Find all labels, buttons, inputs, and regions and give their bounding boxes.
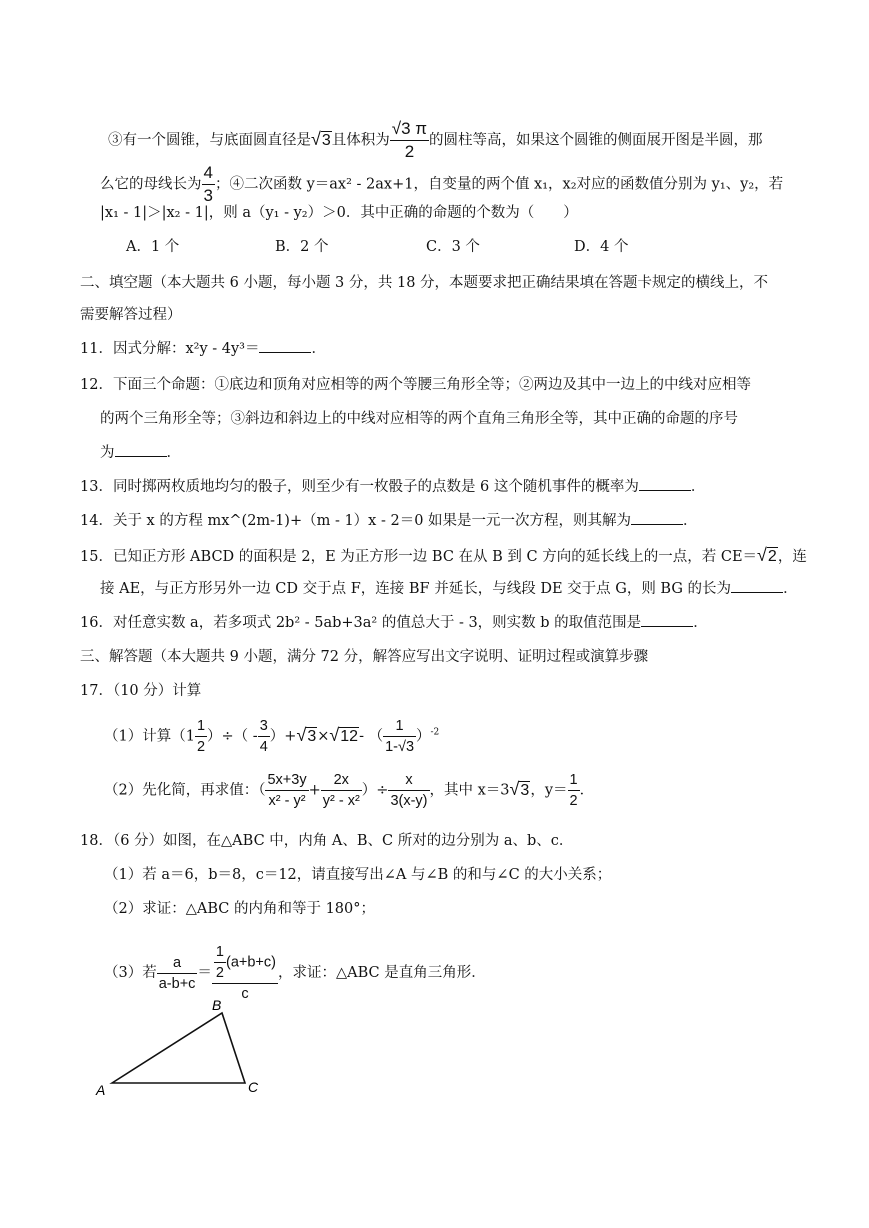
q17-p1-text-e: - （ [359,728,384,745]
q10-line-3: |x₁ - 1|＞|x₂ - 1|，则 a（y₁ - y₂）＞0．其中正确的命题的个数为（ ） [100,205,578,221]
q17-p1-text-b: ）÷（ - [207,728,258,745]
sqrt-2: √2 [757,545,777,565]
section3-heading: 三、解答题（本大题共 9 小题，满分 72 分，解答应写出文字说明、证明过程或演算步骤 [80,649,649,665]
slant-fraction: $\frac{4}{3}$ [203,163,213,205]
q17-part2 [104,770,594,811]
frac-a: $\frac{a}{a-b+c}$ [158,954,196,992]
q17-p1-text: （1）计算（1 [104,728,195,745]
q17-p2-end: ． [579,782,595,799]
q11-text: 11．因式分解：x²y - 4y³＝ [80,341,260,357]
q17-p1-text-c: ）+ [269,728,297,745]
q15-text-c: 接 AE，与正方形另外一边 CD 交于点 F，连接 BF 并延长，与线段 DE 交于点 G，则 BG 的长为 [100,581,732,597]
volume-fraction: $\frac{√3 \pi}{2}$ [391,119,428,161]
q10-text-d: 么它的母线长为 [100,176,202,193]
frac-perimeter: $\frac{1}{2}$ (a+b+c) c [212,942,278,1004]
q18-part3 [104,942,486,1004]
frac-y-half: $\frac{1}{2}$ [569,772,578,809]
q18-part2: （2）求证：△ABC 的内角和等于 180°； [104,901,376,917]
frac-x: $\frac{x}{3(x-y)}$ [390,772,428,809]
q12-answer-blank[interactable] [115,442,167,457]
frac-2x: $\frac{2x}{\text{y² - x²}}$ [322,772,360,809]
frac-three-quarters: $\frac{3}{4}$ [259,718,268,755]
q12-end: ． [166,445,181,461]
vertex-label-c: C [248,1079,259,1095]
q11-answer-blank[interactable] [259,338,311,353]
q12-line-3 [100,442,181,464]
q14-end: ． [683,513,698,529]
q15-end: ． [783,581,798,597]
sqrt-12: √12 [329,724,359,745]
q15-line-2 [100,578,798,600]
q14-text: 14．关于 x 的方程 mx^(2m-1)+（m - 1）x - 2＝0 如果是一元一次方程，则其解为 [80,513,632,529]
q10-text-e: ；④二次函数 y＝ax² - 2ax+1，自变量的两个值 x₁，x₂对应的函数值分别为 y₁、y₂，若 [214,176,784,193]
sqrt-3: √3 [311,128,331,149]
frac-5x3y: $\frac{5x+3y}{\text{x² - y²}}$ [267,772,307,809]
q18-part1: （1）若 a＝6，b＝8，c＝12，请直接写出∠A 与∠B 的和与∠C 的大小关系； [104,867,612,883]
q16-text: 16．对任意实数 a，若多项式 2b² - 5ab+3a² 的值总大于 - 3，则实数 b 的取值范围是 [80,615,642,631]
exponent: -2 [430,727,440,738]
q18-p3-text-b: ，求证：△ABC 是直角三角形． [277,965,486,981]
q18-title: 18．（6 分）如图，在△ABC 中，内角 A、B、C 所对的边分别为 a、b、c． [80,833,574,849]
q13-end: ． [690,479,706,495]
q11-end: ． [311,341,326,357]
q18-p3-text: （3）若 [104,965,157,981]
times-sign: × [317,728,330,745]
q17-p1-close: ） [416,728,431,745]
equals-sign: ＝ [197,965,212,981]
frac-reciprocal: $\frac{1}{1-√3}$ [385,718,415,755]
q15-text-b: ，连 [777,549,807,565]
q11 [80,338,326,360]
q15-text: 15．已知正方形 ABCD 的面积是 2，E 为正方形一边 BC 在从 B 到 C 方向的延长线上的一点，若 CE＝ [80,549,758,565]
plus-sign: + [308,782,321,799]
section2-heading-cont: 需要解答过程） [80,307,182,323]
sqrt-3-b: √3 [296,724,317,745]
q16-end: ． [693,615,708,631]
q17-title: 17．（10 分）计算 [80,683,202,699]
q15-answer-blank[interactable] [731,578,783,593]
q12-line-1: 12．下面三个命题：①底边和顶角对应相等的两个等腰三角形全等；②两边及其中一边上的中线对应相等 [80,377,751,393]
q17-p2-text-b: ）÷ [361,782,389,799]
q10-text: ③有一个圆锥，与底面圆直径是 [108,132,311,149]
q17-p2-text-c: ，其中 x＝3 [429,782,510,799]
q10-line-2 [100,162,783,207]
q10-text-b: 且体积为 [331,132,390,149]
q10-text-c: 的圆柱等高，如果这个圆锥的侧面展开图是半圆，那 [429,132,763,149]
q10-option-b: B．2 个 [275,239,329,255]
sqrt-3-c: √3 [509,778,530,799]
q16-answer-blank[interactable] [641,612,693,627]
q16 [80,612,708,634]
triangle-abc [112,1013,245,1083]
q17-part1 [104,716,439,757]
q10-option-d: D．4 个 [574,239,629,255]
vertex-label-b: B [212,997,222,1013]
q10-line-1 [108,118,763,163]
q15-line-1 [80,544,807,568]
q13 [80,476,705,498]
q10-option-a: A．1 个 [126,239,180,255]
frac-one-half: $\frac{1}{2}$ [196,718,206,755]
q14-answer-blank[interactable] [631,510,683,525]
q17-p2-text: （2）先化简，再求值：（ [104,782,266,799]
triangle-figure [92,996,272,1100]
q12-text: 为 [100,445,115,461]
q13-text: 13．同时掷两枚质地均匀的骰子，则至少有一枚骰子的点数是 6 这个随机事件的概率为 [80,479,639,495]
q13-answer-blank[interactable] [639,476,691,491]
q17-p2-text-d: ，y＝ [530,782,568,799]
vertex-label-a: A [96,1082,106,1098]
section2-heading: 二、填空题（本大题共 6 小题，每小题 3 分，共 18 分，本题要求把正确结果填在答题卡规定的横线上，不 [80,275,769,291]
q14 [80,510,698,532]
q10-option-c: C．3 个 [426,239,480,255]
q12-line-2: 的两个三角形全等；③斜边和斜边上的中线对应相等的两个直角三角形全等，其中正确的命题的序号 [100,411,738,427]
